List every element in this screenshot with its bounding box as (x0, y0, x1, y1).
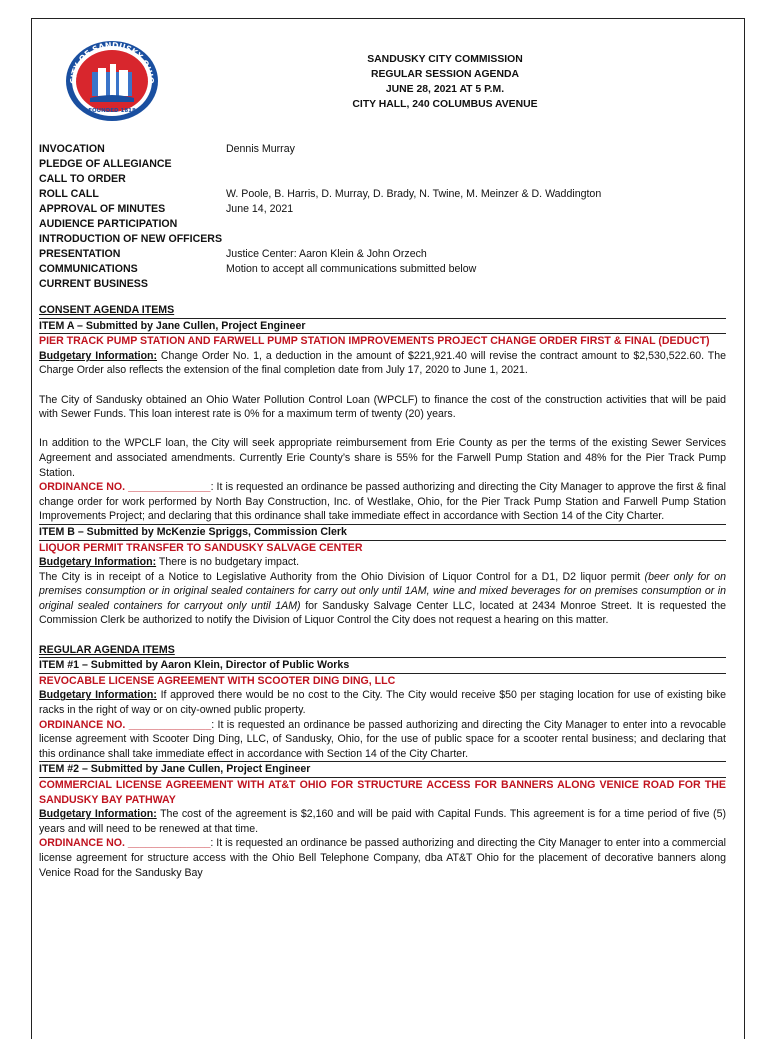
agenda-value: Dennis Murray (226, 143, 295, 155)
header-session: REGULAR SESSION AGENDA (371, 69, 519, 80)
budget-text: The cost of the agreement is $2,160 and will be paid with Capital Funds. This agreement is for a time period of five (5) years and will need to be renewed at that time. (39, 808, 726, 835)
agenda-header (300, 52, 590, 112)
header-commission: SANDUSKY CITY COMMISSION (367, 54, 523, 65)
ordinance-text: : It is requested an ordinance be passed authorizing and directing the City Manager to approve the first & final change order for work performed by North Bay Construction, Inc. of Westlake, Ohio, for the Pier Track Pump Station and Farwell Pump Station Improvements Project; and declaring that this ordinance shall take immediate effect in accordance with Section 14 of the City Charter. (39, 481, 726, 523)
agenda-row (39, 142, 739, 157)
city-seal-logo (62, 38, 162, 122)
budget-text: There is no budgetary impact. (156, 556, 300, 569)
svg-text:CITY OF SANDUSKY OHIO: CITY OF SANDUSKY OHIO (68, 40, 156, 85)
agenda-value: June 14, 2021 (226, 203, 294, 215)
ordinance-text: : It is requested an ordinance be passed authorizing and directing the City Manager to enter into a commercial license agreement for structure access with the Ohio Bell Telephone Company, dba AT&T Ohio for the placement of decorative banners along Venice Road for the Sandusky Bay (39, 837, 726, 879)
item-a-budget (39, 349, 726, 378)
budget-label: Budgetary Information: (39, 349, 158, 362)
agenda-value: W. Poole, B. Harris, D. Murray, D. Brady, N. Twine, M. Meinzer & D. Waddington (226, 188, 602, 200)
agenda-label: ROLL CALL (39, 188, 99, 200)
budget-label: Budgetary Information: (39, 689, 157, 702)
item-b-paragraph: The City is in receipt of a Notice to Legislative Authority from the Ohio Division of Liquor Control for a D1, D2 liquor permit (beer only for on premises consumption or in original sealed containers for carry out only until 1AM, wine and mixed beverages for on premises consumption or in original sealed containers for carryout only until 1AM) for Sandusky Salvage Center LLC, located at 2434 Monroe Street. It is requested the Commission Clerk be authorized to notify the Division of Liquor Control the City does not request a hearing on this matter. (39, 570, 727, 627)
agenda-row (39, 172, 739, 187)
agenda-value: Motion to accept all communications submitted below (226, 263, 477, 275)
agenda-row (39, 187, 739, 202)
agenda-label: PLEDGE OF ALLEGIANCE (39, 158, 172, 170)
item-1-submitted: ITEM #1 – Submitted by Aaron Klein, Director of Public Works (39, 657, 726, 674)
agenda-body (39, 303, 726, 880)
item-a-loan-paragraph: The City of Sandusky obtained an Ohio Water Pollution Control Loan (WPCLF) to finance the cost of the construction activities that will be paid with Sewer Funds. This loan interest rate is 0% for a maximum term of twenty (20) years. (39, 393, 726, 421)
agenda-label: INVOCATION (39, 143, 105, 155)
budget-label: Budgetary Information: (39, 808, 157, 821)
agenda-label: INTRODUCTION OF NEW OFFICERS (39, 233, 223, 245)
header-location: CITY HALL, 240 COLUMBUS AVENUE (352, 99, 538, 110)
item-b-submitted: ITEM B – Submitted by McKenzie Spriggs, Commission Clerk (39, 524, 726, 541)
agenda-label: PRESENTATION (39, 248, 121, 260)
agenda-row (39, 217, 739, 232)
item-a-reimbursement-paragraph: In addition to the WPCLF loan, the City will seek appropriate reimbursement from Erie County as per the terms of the existing Sewer Services Agreement and associated amendments. Currently Erie County’s share is 55% for the Farwell Pump Station and 48% for the Pier Track Pump Station. (39, 437, 726, 479)
svg-text:FOUNDED 1818: FOUNDED 1818 (88, 108, 136, 114)
ordinance-text: : It is requested an ordinance be passed authorizing and directing the City Manager to enter into a revocable license agreement with Scooter Ding Ding, LLC, of Sandusky, Ohio, for the use of public space for a scooter rental business; and declaring that this ordinance shall take immediate effect in accordance with Section 14 of the City Charter. (39, 718, 726, 760)
permit-terms: (beer only for on premises consumption or in original sealed containers for carry out only until 1AM, wine and mixed beverages for on premises consumption or in original sealed containers for carryout only until 1AM) (39, 570, 726, 612)
consent-agenda-heading: CONSENT AGENDA ITEMS (39, 304, 175, 316)
item-2-ordinance (39, 836, 726, 880)
budget-text: Change Order No. 1, a deduction in the amount of $221,921.40 will revise the contract amount to $2,530,522.60. The Charge Order also reflects the extension of the final completion date from July 17, 2020 to June 1, 2021. (39, 349, 727, 377)
ordinance-label: ORDINANCE NO. ______________ (39, 718, 212, 731)
agenda-row (39, 277, 739, 292)
budget-text: If approved there would be no cost to the City. The City would receive $50 per staging location for use of existing bike racks in the right of way or on city-owned public property. (39, 689, 726, 717)
agenda-label: AUDIENCE PARTICIPATION (39, 218, 178, 230)
item-a-title: PIER TRACK PUMP STATION AND FARWELL PUMP STATION IMPROVEMENTS PROJECT CHANGE ORDER FIRST & FINAL (DEDUCT) (39, 335, 710, 348)
item-2-title: COMMERCIAL LICENSE AGREEMENT WITH AT&T OHIO FOR STRUCTURE ACCESS FOR BANNERS ALONG VENICE ROAD FOR THE SANDUSKY BAY PATHWAY (39, 779, 726, 806)
item-2-submitted: ITEM #2 – Submitted by Jane Cullen, Project Engineer (39, 761, 726, 778)
item-a-submitted: ITEM A – Submitted by Jane Cullen, Project Engineer (39, 318, 726, 335)
header-date: JUNE 28, 2021 AT 5 P.M. (385, 84, 505, 95)
item-b-title: LIQUOR PERMIT TRANSFER TO SANDUSKY SALVAGE CENTER (39, 541, 363, 554)
item-a-ordinance (39, 480, 726, 524)
item-b-budget (39, 555, 726, 570)
item-1-budget (39, 688, 726, 717)
agenda-row (39, 232, 739, 247)
agenda-row (39, 157, 739, 172)
agenda-value: Justice Center: Aaron Klein & John Orzech (226, 248, 427, 260)
regular-agenda-heading: REGULAR AGENDA ITEMS (39, 643, 175, 656)
ordinance-label: ORDINANCE NO. ______________ (39, 837, 211, 850)
agenda-order-list (39, 142, 739, 292)
agenda-label: COMMUNICATIONS (39, 263, 138, 275)
agenda-label: CALL TO ORDER (39, 173, 126, 185)
agenda-row (39, 247, 739, 262)
item-1-ordinance (39, 718, 726, 762)
item-2-budget (39, 807, 726, 836)
budget-label: Budgetary Information: (39, 556, 157, 569)
agenda-label: CURRENT BUSINESS (39, 278, 148, 290)
agenda-label: APPROVAL OF MINUTES (39, 203, 166, 215)
agenda-row (39, 202, 739, 217)
item-1-title: REVOCABLE LICENSE AGREEMENT WITH SCOOTER DING DING, LLC (39, 674, 396, 687)
ordinance-label: ORDINANCE NO. ______________ (39, 481, 211, 494)
agenda-row (39, 262, 739, 277)
